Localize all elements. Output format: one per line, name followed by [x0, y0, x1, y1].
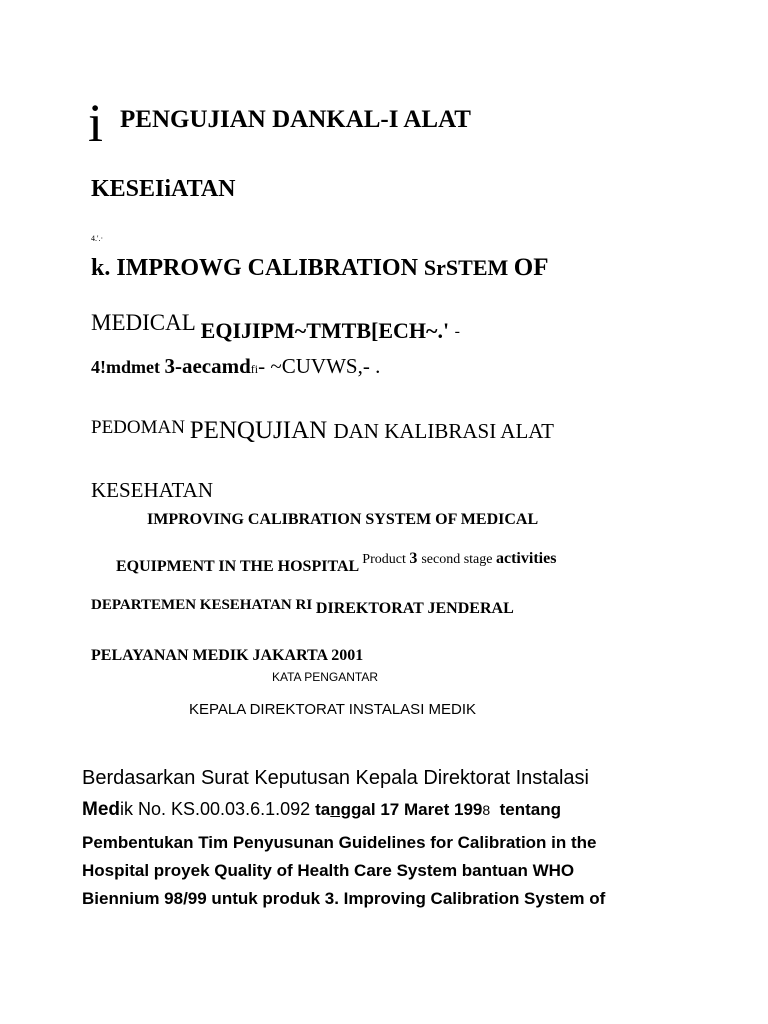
title-line-5 — [91, 354, 380, 379]
body-line-2-part-c: ta — [315, 800, 331, 819]
body-line-2-part-a: Med — [82, 799, 120, 820]
title-line-5-part-b: 3-aecamd — [164, 354, 251, 378]
title-line-4-part-b: EQIJIPM~TMTB[ECH~.' — [200, 318, 455, 343]
title-line-5-part-c: fi — [250, 362, 259, 376]
guide-line-4-part-a: EQUIPMENT IN THE HOSPITAL — [116, 558, 363, 575]
body-line-2-part-d: ngg — [330, 800, 362, 819]
title-line-3-part-c: OF — [513, 254, 549, 281]
foreword-subheading: KEPALA DIREKTORAT INSTALASI MEDIK — [189, 701, 477, 718]
title-line-5-part-d: - ~CUVWS,- . — [258, 354, 381, 378]
title-line-4 — [91, 310, 460, 343]
guide-line-3: IMPROVING CALIBRATION SYSTEM OF MEDICAL — [147, 511, 539, 528]
guide-line-2: KESEHATAN — [91, 478, 213, 502]
body-line-2 — [82, 799, 561, 821]
body-line-2-part-g: tentang — [490, 800, 562, 819]
body-line-3: Pembentukan Tim Penyusunan Guidelines for Calibration in the — [82, 833, 597, 852]
foreword-heading: KATA PENGANTAR — [272, 670, 379, 684]
guide-line-1-part-b: PENQUJIAN — [189, 417, 334, 444]
title-line-3 — [91, 254, 549, 282]
guide-line-4-part-d: second stage — [421, 552, 496, 567]
title-noise: 4.'.· — [91, 234, 104, 243]
guide-line-5 — [91, 596, 514, 617]
guide-line-4-part-b: Product — [362, 552, 410, 567]
body-line-2-part-f: 8 — [482, 802, 491, 818]
title-line-3-part-b: SrSTEM — [423, 255, 514, 280]
title-line-1: PENGUJIAN DANKAL-I ALAT — [120, 106, 471, 133]
body-line-2-part-b: ik No. KS.00.03.6.1.092 — [120, 799, 316, 819]
title-line-5-part-a: 4!mdmet — [91, 357, 165, 377]
title-line-4-part-a: MEDICAL — [91, 310, 201, 335]
guide-line-1-part-c: DAN KALIBRASI ALAT — [333, 419, 554, 443]
guide-line-1-part-a: PEDOMAN — [91, 417, 190, 438]
body-line-4: Hospital proyek Quality of Health Care System bantuan WHO — [82, 861, 575, 880]
guide-line-1 — [91, 412, 554, 444]
guide-line-6: PELAYANAN MEDIK JAKARTA 2001 — [91, 647, 364, 664]
body-line-1: Berdasarkan Surat Keputusan Kepala Direktorat Instalasi — [82, 767, 589, 789]
body-line-2-part-e: al 17 Maret 199 — [361, 800, 483, 819]
title-line-4-part-c: - — [454, 323, 460, 340]
title-line-2: KESEIiATAN — [91, 176, 236, 202]
title-line-3-part-a: k. IMPROWG CALIBRATION — [91, 255, 424, 281]
guide-line-4-part-c: 3 — [409, 550, 422, 567]
guide-line-4 — [116, 550, 557, 575]
title-big-glyph: i — [88, 93, 104, 153]
guide-line-5-part-b: DIREKTORAT JENDERAL — [315, 600, 514, 617]
guide-line-5-part-a: DEPARTEMEN KESEHATAN RI — [91, 597, 316, 613]
body-line-5: Biennium 98/99 untuk produk 3. Improving Calibration System of — [82, 889, 606, 908]
guide-line-4-part-e: activities — [496, 550, 557, 567]
